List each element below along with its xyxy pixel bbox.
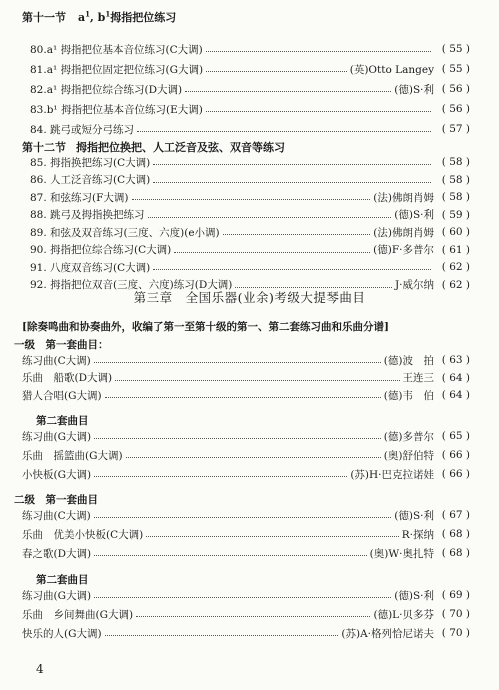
dot-leader (94, 361, 381, 363)
entry-title: 练习曲(G大调) (22, 430, 92, 443)
toc-entry (30, 259, 470, 275)
entry-title: 82.a¹ 拇指把位综合练习(D大调) (30, 83, 183, 96)
entry-author: R·探纳 (401, 528, 434, 541)
dot-leader (105, 634, 339, 636)
toc-entry (30, 242, 470, 258)
entry-author: J·威尔纳 (394, 279, 434, 291)
entry-page: ( 59 ) (441, 208, 470, 221)
dot-leader (132, 198, 371, 200)
entry-page: ( 56 ) (441, 83, 470, 95)
entry-author: (德)波 拍 (383, 354, 434, 367)
toc-entry (30, 207, 470, 223)
entry-page: ( 66 ) (441, 468, 470, 480)
section-label: 第十二节 (22, 141, 66, 154)
entry-page: ( 64 ) (441, 389, 470, 401)
entry-title: 小快板(G大调) (22, 468, 92, 481)
dot-leader (94, 475, 347, 477)
entry-title: 乐曲 优美小快板(C大调) (22, 528, 144, 541)
entry-author: (德)韦 伯 (383, 389, 434, 402)
entry-page: ( 58 ) (441, 191, 470, 203)
page-number: 4 (36, 662, 44, 676)
entry-page: ( 63 ) (441, 354, 470, 366)
entry-page: ( 58 ) (441, 173, 470, 186)
toc-entry (22, 545, 470, 561)
toc-entry (30, 154, 470, 170)
entry-page: ( 58 ) (441, 156, 470, 168)
toc-entry (22, 625, 470, 641)
entry-page: ( 62 ) (441, 278, 470, 291)
dot-leader (185, 90, 391, 92)
section-12-heading (22, 139, 285, 155)
dot-leader (148, 216, 392, 218)
entry-author: (法)佛朗肖姆 (373, 191, 434, 204)
entry-page: ( 70 ) (441, 608, 470, 620)
entry-title: 89. 和弦及双音练习(三度、六度)(e小调) (30, 226, 220, 239)
entry-title: 84. 跳弓或短分弓练习 (30, 123, 135, 136)
toc-entry (30, 101, 470, 117)
toc-entry (30, 189, 470, 205)
section-11-heading (22, 9, 176, 25)
entry-author: (法)佛朗肖姆 (373, 226, 434, 239)
entry-author: 王连三 (402, 372, 434, 384)
dot-leader (105, 396, 381, 398)
entry-author: (德)S·利 (394, 209, 434, 221)
entry-page: ( 62 ) (441, 261, 470, 273)
toc-entry (22, 447, 470, 463)
dot-leader (94, 516, 392, 518)
dot-leader (146, 535, 399, 537)
toc-entry (22, 466, 470, 482)
toc-entry (30, 81, 470, 97)
level-1-heading: 一级 第一套曲目： (14, 338, 109, 351)
entry-author: (奥)W·奥扎特 (369, 547, 434, 560)
entry-title: 春之歌(D大调) (22, 547, 92, 560)
entry-title: 快乐的人(G大调) (22, 627, 102, 640)
entry-title: 乐曲 乡间舞曲(G大调) (22, 608, 134, 621)
toc-entry (30, 121, 470, 137)
dot-leader (136, 615, 370, 617)
dot-leader (153, 163, 431, 165)
dot-leader (137, 130, 431, 132)
entry-page: ( 55 ) (441, 63, 470, 75)
section-title: 拇指把位换把、人工泛音及弦、双音等练习 (76, 141, 285, 154)
entry-author: (德)S·利 (394, 509, 434, 522)
dot-leader (94, 596, 391, 598)
entry-title: 80.a¹ 拇指把位基本音位练习(C大调) (30, 43, 203, 56)
entry-title: 87. 和弦练习(F大调) (30, 191, 129, 204)
level-1-set-2-heading: 第二套曲目 (36, 414, 89, 427)
section-label: 第十一节 (22, 11, 66, 24)
level-2-heading: 二级 第一套曲目 (14, 493, 98, 506)
entry-author: (奥)舒伯特 (383, 449, 434, 462)
entry-title: 练习曲(G大调) (22, 589, 92, 602)
toc-entry (22, 370, 470, 386)
toc-entry (22, 387, 470, 403)
dot-leader (115, 379, 399, 381)
toc-entry (30, 172, 470, 188)
dot-leader (153, 268, 431, 270)
entry-author: (苏)H·巴克拉诺娃 (350, 468, 434, 481)
chapter-title: 第三章 全国乐器(业余)考级大提琴曲目 (133, 290, 366, 305)
entry-title: 92. 拇指把位双音(三度、六度)练习(D大调) (30, 279, 233, 291)
toc-entry (22, 606, 470, 622)
entry-page: ( 67 ) (441, 509, 470, 521)
toc-entry (30, 61, 470, 77)
entry-author: (德)多普尔 (383, 430, 434, 443)
toc-entry (22, 507, 470, 523)
entry-title: 练习曲(C大调) (22, 354, 91, 367)
dot-leader (206, 110, 431, 112)
entry-title: 81.a¹ 拇指把位固定把位练习(G大调) (30, 63, 204, 76)
chapter-note: [除奏鸣曲和协奏曲外，收编了第一至第十级的第一、第二套练习曲和乐曲分谱] (22, 320, 389, 333)
toc-entry (30, 224, 470, 240)
entry-title: 86. 人工泛音练习(C大调) (30, 174, 151, 186)
toc-entry (22, 587, 470, 603)
entry-author: (德)L·贝多芬 (373, 608, 434, 621)
entry-page: ( 70 ) (441, 627, 470, 639)
entry-title: 乐曲 摇篮曲(G大调) (22, 449, 123, 462)
dot-leader (206, 50, 431, 52)
toc-entry (30, 41, 470, 57)
entry-title: 90. 拇指把位综合练习(C大调) (30, 244, 172, 256)
dot-leader (94, 437, 381, 439)
dot-leader (223, 233, 371, 235)
entry-author: (德)S·利 (394, 83, 434, 96)
entry-page: ( 60 ) (441, 226, 470, 238)
toc-entry (22, 428, 470, 444)
section-title: $a^1$, $b^1$拇指把位练习 (78, 9, 177, 24)
entry-author: (英)Otto Langey (349, 63, 434, 76)
entry-page: ( 65 ) (441, 430, 470, 442)
entry-page: ( 68 ) (441, 547, 470, 559)
toc-entry (22, 526, 470, 542)
entry-page: ( 57 ) (441, 123, 470, 135)
dot-leader (153, 181, 431, 183)
entry-page: ( 66 ) (441, 449, 470, 461)
entry-title: 91. 八度双音练习(C大调) (30, 261, 151, 274)
entry-author: (德)S·利 (394, 589, 434, 602)
entry-page: ( 56 ) (441, 103, 470, 115)
entry-title: 83.b¹ 拇指把位基本音位练习(E大调) (30, 103, 203, 116)
entry-page: ( 61 ) (441, 243, 470, 256)
entry-page: ( 55 ) (441, 43, 470, 55)
entry-author: (德)F·多普尔 (373, 244, 434, 256)
entry-page: ( 68 ) (441, 528, 470, 540)
entry-page: ( 69 ) (441, 589, 470, 601)
dot-leader (206, 70, 347, 72)
entry-title: 猎人合唱(G大调) (22, 389, 102, 402)
dot-leader (94, 554, 367, 556)
entry-author: (苏)A·格列恰尼诺夫 (341, 627, 434, 640)
toc-entry (22, 352, 470, 368)
entry-title: 85. 拇指换把练习(C大调) (30, 156, 151, 169)
entry-title: 乐曲 船歌(D大调) (22, 372, 113, 384)
level-2-set-2-heading: 第二套曲目 (36, 573, 89, 586)
entry-title: 88. 跳弓及拇指换把练习 (30, 209, 145, 221)
dot-leader (174, 251, 370, 253)
dot-leader (126, 456, 381, 458)
entry-page: ( 64 ) (441, 371, 470, 384)
entry-title: 练习曲(C大调) (22, 509, 91, 522)
